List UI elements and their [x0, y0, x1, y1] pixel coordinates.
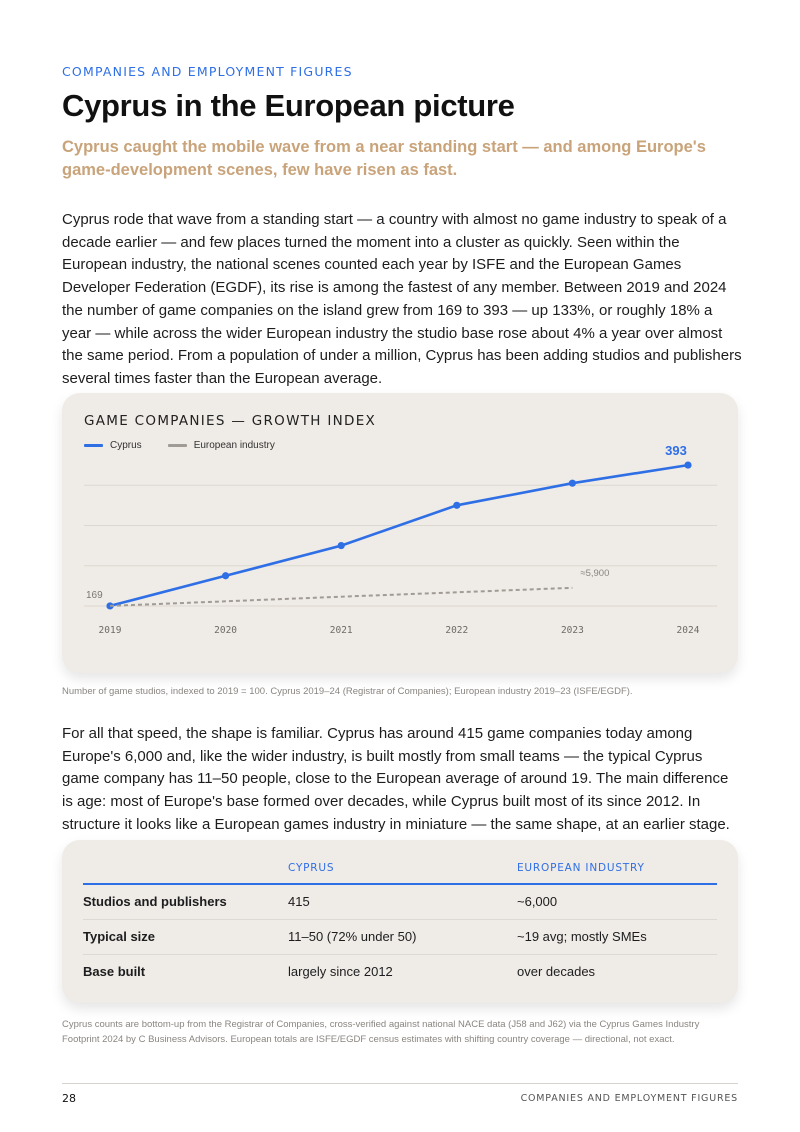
x-tick-label: 2022 [445, 625, 469, 636]
x-tick-label: 2020 [214, 625, 238, 636]
data-point-cyprus [684, 461, 691, 468]
data-point-cyprus [569, 480, 576, 487]
row-label: Base built [83, 964, 146, 980]
cyprus-end-label: 393 [665, 443, 687, 459]
line-chart [62, 393, 738, 673]
x-tick-label: 2024 [676, 625, 700, 636]
series-line-europe [110, 588, 572, 606]
footer-section-label: COMPANIES AND EMPLOYMENT FIGURES [520, 1093, 738, 1104]
table-row [83, 954, 717, 989]
data-point-cyprus [338, 542, 345, 549]
start-value-label: 169 [86, 589, 103, 601]
table-header-cyprus: CYPRUS [288, 858, 517, 884]
footer-divider [62, 1083, 738, 1084]
comparison-table [83, 858, 717, 989]
row-label: Typical size [83, 919, 288, 954]
table-row [83, 919, 717, 954]
row-label: Studios and publishers [83, 884, 288, 919]
europe-end-label: ≈5,900 [580, 567, 610, 579]
legend-label-cyprus: Cyprus [110, 440, 142, 451]
chart-title: GAME COMPANIES — GROWTH INDEX [84, 413, 377, 429]
table-caption: Cyprus counts are bottom-up from the Registrar of Companies, cross-verified against national NACE data (J58 and J62) via the Cyprus Games Industry Footprint 2024 by C Business Advisors. European totals are ISFE/EGDF census estimates with shifting country coverage — directional, not exact. [62, 1019, 700, 1045]
page-title: Cyprus in the European picture [62, 88, 515, 123]
x-tick-label: 2021 [329, 625, 353, 636]
x-tick-label: 2019 [98, 625, 122, 636]
chart-card [62, 393, 738, 673]
legend-label-europe: European industry [193, 440, 275, 451]
data-point-cyprus [453, 502, 460, 509]
series-line-cyprus [110, 465, 688, 606]
table-header-europe: EUROPEAN INDUSTRY [517, 858, 717, 884]
page-number: 28 [62, 1092, 76, 1105]
table-row [83, 884, 717, 919]
page-subtitle: Cyprus caught the mobile wave from a near standing start — and among Europe's game-development scenes, few have risen as fast. [62, 138, 706, 179]
europe-value: over decades [517, 964, 596, 980]
cyprus-value: 415 [288, 884, 517, 919]
table-header-row [83, 858, 717, 884]
chart-caption: Number of game studios, indexed to 2019 = 100. Cyprus 2019–24 (Registrar of Companies); European industry 2019–23 (ISFE/EGDF). [62, 686, 633, 697]
europe-value: ~19 avg; mostly SMEs [517, 919, 717, 954]
comparison-card [62, 840, 738, 1003]
body-paragraph-2: For all that speed, the shape is familiar. Cyprus has around 415 game companies today among Europe's 6,000 and, like the wider industry, is built mostly from small teams — the typical Cyprus game company has 11–50 people, close to the European average of around 19. The main difference is age: most of Europe's base formed over decades, while Cyprus built most of its since 2012. In structure it looks like a European games industry in miniature — the same shape, at an earlier stage. [62, 725, 730, 833]
europe-value: ~6,000 [517, 884, 717, 919]
data-point-cyprus [222, 572, 229, 579]
cyprus-value: largely since 2012 [288, 964, 393, 980]
body-paragraph-1: Cyprus rode that wave from a standing start — a country with almost no game industry to speak of a decade earlier — and few places turned the moment into a cluster as quickly. Seen within the European industry, the national scenes counted each year by ISFE and the European Games Developer Federation (EGDF), its rise is among the fastest of any member. Between 2019 and 2024 the number of game companies on the island grew from 169 to 393 — up 133%, or roughly 18% a year — while across the wider European industry the studio base rose about 4% a year over almost the same period. From a population of under a million, Cyprus has been adding studios and publishers several times faster than the European average. [62, 211, 742, 387]
x-tick-label: 2023 [560, 625, 584, 636]
cyprus-value: 11–50 (72% under 50) [288, 919, 517, 954]
table-header-blank [83, 858, 288, 884]
section-eyebrow: COMPANIES AND EMPLOYMENT FIGURES [62, 64, 353, 79]
